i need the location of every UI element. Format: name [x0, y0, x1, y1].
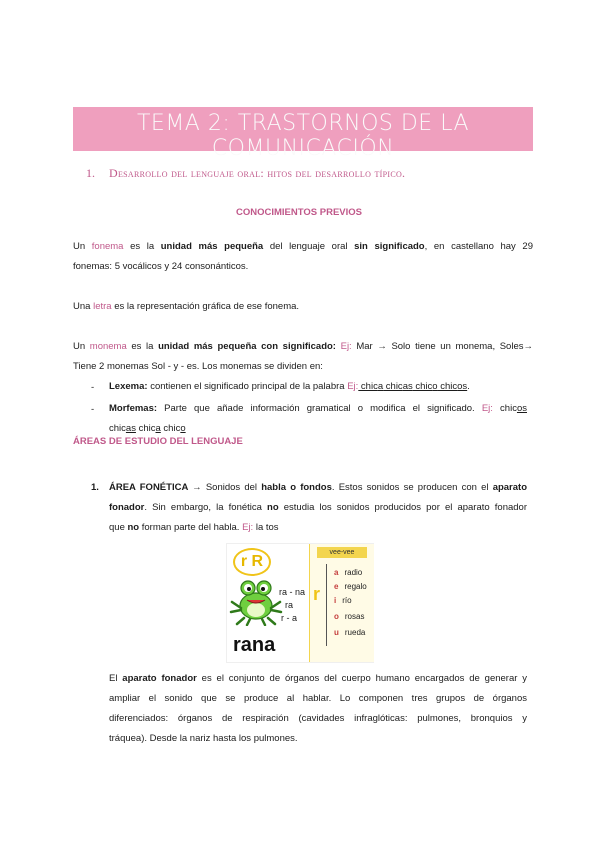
text: chic: [135, 423, 156, 434]
example-word: [383, 381, 413, 392]
text: Un: [73, 341, 90, 352]
section-text: Desarrollo del lenguaje oral: hitos del desarrollo típico.: [109, 166, 406, 180]
vowel-row: [334, 582, 367, 591]
fonador-line-2: ampliar el sonido que se produce al hablar. Lo componen tres grupos de órganos: [109, 693, 527, 704]
example-word: [413, 381, 438, 392]
ej-label: Ej:: [481, 403, 493, 414]
letra-line: [73, 297, 299, 317]
lexema-line: [109, 377, 470, 397]
page-title: TEMA 2: TRASTORNOS DE LA COMUNICACIÓN: [136, 111, 470, 161]
section-number: 1.: [86, 166, 95, 180]
vowel: i: [334, 596, 337, 605]
morfemas-line-1: [109, 399, 527, 419]
vowel-word: radio: [344, 568, 363, 577]
text: es el conjunto de órganos del cuerpo humano encargados de generar y: [196, 673, 527, 684]
ej-label: Ej:: [335, 341, 352, 352]
text: . Estos sonidos se producen con el: [331, 482, 493, 493]
letter-r: r: [313, 584, 321, 604]
example-word: [438, 381, 468, 392]
text-bold: no: [127, 522, 140, 533]
morpheme-underline: os: [516, 403, 527, 414]
text: la tos: [253, 522, 279, 533]
ej-label: Ej:: [242, 522, 254, 533]
text: es la: [123, 241, 161, 252]
text: Mar → Solo tiene un monema, Soles→: [351, 341, 533, 352]
text: os: [457, 381, 468, 392]
monema-line-1: [73, 337, 533, 357]
text: contienen el significado principal de la palabra: [147, 381, 348, 392]
fonetica-line-2: [109, 498, 527, 518]
text: .: [467, 381, 470, 392]
vowel: a: [334, 568, 339, 577]
text: chic: [492, 403, 517, 414]
letter-circle: r R: [233, 548, 271, 576]
text: a: [377, 381, 384, 392]
term-morfemas: Morfemas:: [109, 403, 158, 414]
text-bold: sin significado: [354, 241, 425, 252]
text-bold: aparato fonador: [122, 673, 197, 684]
section-heading: [86, 166, 405, 181]
fonetica-line-1: [109, 478, 527, 498]
text-bold: unidad más pequeña con significado:: [158, 341, 336, 352]
fonetica-line-3: [109, 518, 279, 538]
text: , en castellano hay 29: [424, 241, 533, 252]
text: chic: [160, 423, 181, 434]
vowel-row: [334, 612, 364, 621]
fonema-line-2: fonemas: 5 vocálicos y 24 consonánticos.: [73, 261, 249, 272]
vowel: e: [334, 582, 339, 591]
text-bold: habla o fondos: [261, 482, 332, 493]
text: El: [109, 673, 123, 684]
heading-conocimientos: CONOCIMIENTOS PREVIOS: [236, 207, 362, 218]
text: es la: [126, 341, 159, 352]
fonador-line-4: tráquea). Desde la nariz hasta los pulmones.: [109, 733, 298, 744]
text-bold: ÁREA FONÉTICA →: [109, 482, 202, 493]
morpheme-underline: o: [180, 423, 186, 434]
text: . Sin embargo, la fonética: [144, 502, 268, 513]
text-bold: no: [267, 502, 279, 513]
term-fonema: fonema: [91, 241, 124, 252]
text-bold: unidad más pequeña: [160, 241, 264, 252]
fonador-line-1: [109, 669, 527, 689]
text: Una: [73, 301, 94, 312]
vowel-row: [334, 568, 362, 577]
bullet-dash: -: [91, 404, 95, 415]
text: Sonidos del: [201, 482, 262, 493]
heading-areas: ÁREAS DE ESTUDIO DEL LENGUAJE: [73, 436, 243, 447]
ej-label: Ej:: [347, 381, 359, 392]
vowel: o: [334, 612, 339, 621]
monema-line-2: Tiene 2 monemas Sol - y - es. Los monemas se dividen en:: [73, 361, 323, 372]
morpheme-underline: as: [125, 423, 136, 434]
syllable-line-1: ra - na: [279, 587, 306, 597]
text: que: [109, 522, 128, 533]
fonema-line-1: [73, 237, 533, 257]
syllable-line-2: ra: [285, 600, 294, 610]
vowel: u: [334, 628, 339, 637]
text: estudia los sonidos producidos por el aparato fonador: [278, 502, 527, 513]
word-rana: rana: [233, 634, 276, 656]
list-number: 1.: [91, 482, 99, 493]
bullet-dash: -: [91, 382, 95, 393]
term-letra: letra: [93, 301, 112, 312]
text: forman parte del habla.: [139, 522, 243, 533]
text: chic: [358, 381, 378, 392]
syllable-line-3: r - a: [281, 613, 298, 623]
bracket-line: [326, 564, 333, 646]
term-lexema: Lexema:: [109, 381, 148, 392]
fonador-line-3: diferenciados: órganos de respiración (cavidades infraglóticas: pulmones, bronquios y: [109, 713, 527, 724]
vowel-word: río: [342, 596, 352, 605]
text-bold: fonador: [109, 502, 145, 513]
text-bold: aparato: [492, 482, 528, 493]
text: chic: [412, 381, 433, 392]
text: chic: [383, 381, 403, 392]
rana-illustration: [226, 543, 374, 663]
vowel-word: rosas: [344, 612, 365, 621]
text: as: [402, 381, 413, 392]
vowel-row: [334, 596, 352, 605]
morpheme-underline: a: [155, 423, 161, 434]
vowel-word: regalo: [344, 582, 367, 591]
example-word: [358, 381, 383, 392]
text: o: [432, 381, 438, 392]
frog-icon: [229, 574, 283, 626]
text: es la representación gráfica de ese fonema.: [111, 301, 300, 312]
text: Un: [73, 241, 92, 252]
vee-label: vee-vee: [317, 547, 367, 558]
text: Parte que añade información gramatical o modifica el significado.: [157, 403, 482, 414]
text: chic: [109, 423, 126, 434]
vowel-word: rueda: [344, 628, 366, 637]
term-monema: monema: [89, 341, 127, 352]
vowel-row: [334, 628, 365, 637]
text: del lenguaje oral: [263, 241, 355, 252]
text: chic: [437, 381, 458, 392]
illustration-left: [227, 544, 307, 662]
